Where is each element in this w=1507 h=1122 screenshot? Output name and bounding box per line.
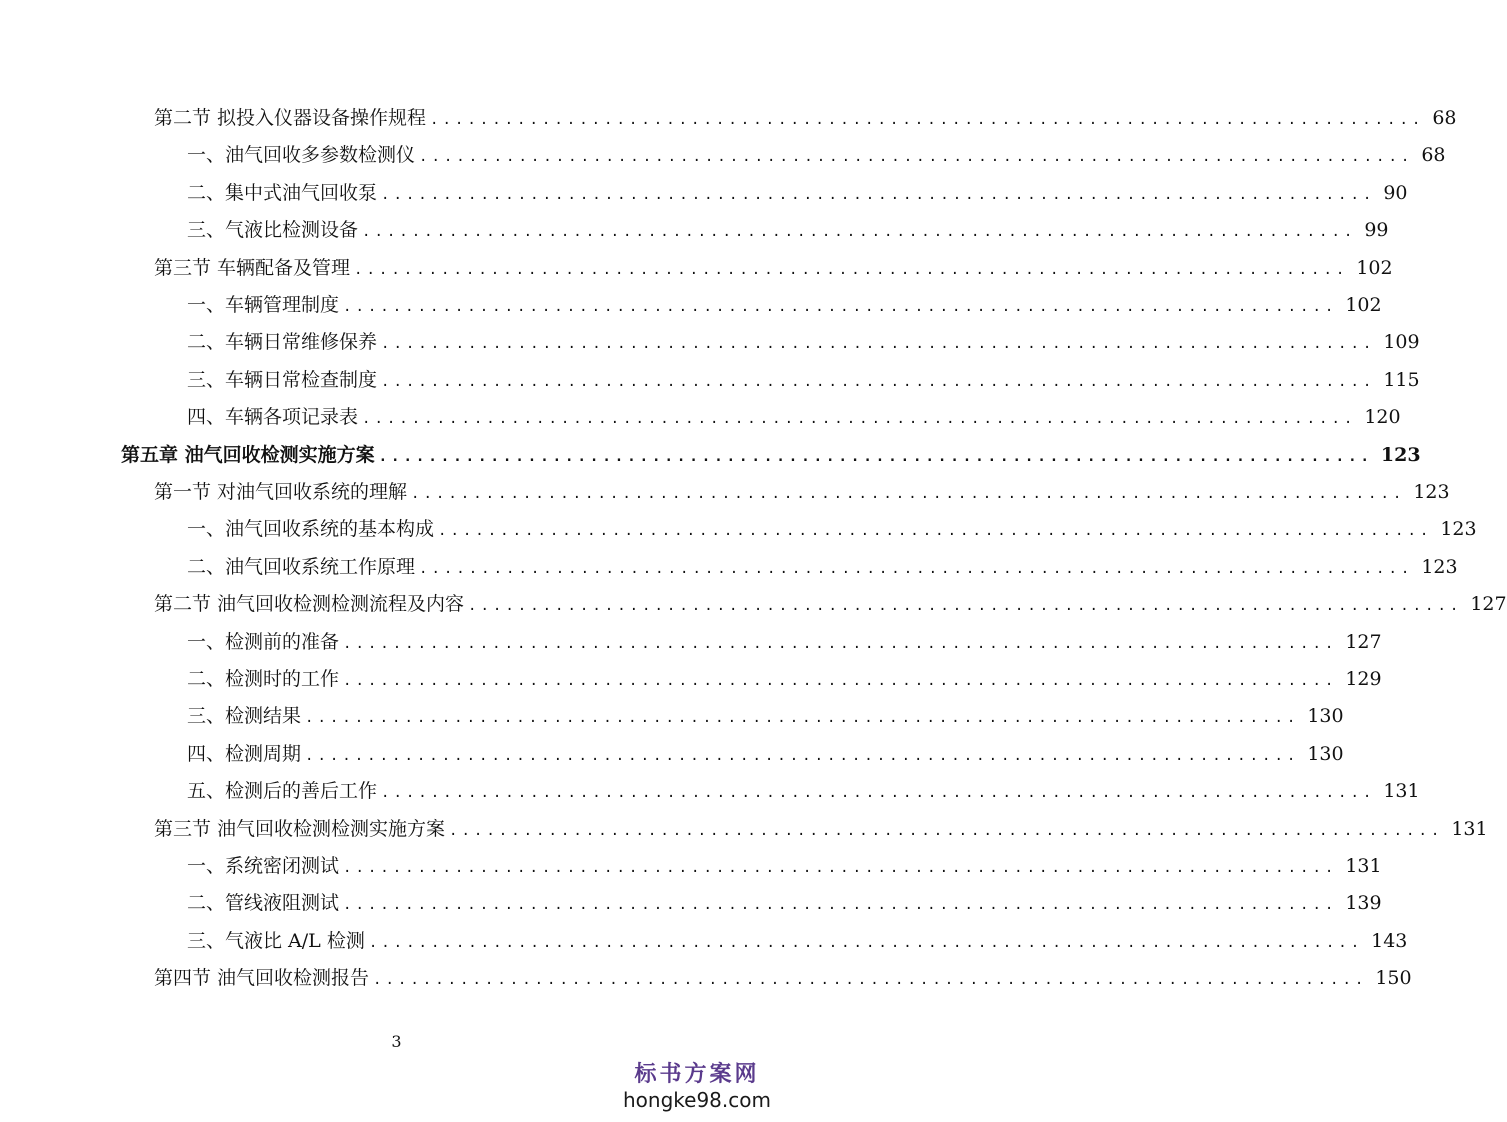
toc-dot-leader: ................................................................................: [468, 598, 1463, 615]
toc-entry: [187, 291, 1382, 319]
toc-entry: [187, 179, 1408, 207]
toc-entry: [154, 590, 1507, 618]
toc-dot-leader: ................................................................................: [419, 149, 1414, 166]
toc-entry-title: 第三节 油气回收检测检测实施方案: [154, 817, 446, 840]
toc-dot-leader: ................................................................................: [305, 747, 1300, 764]
toc-entry-title: 第二节 油气回收检测检测流程及内容: [154, 593, 465, 616]
toc-entry-page: 102: [1345, 294, 1382, 316]
toc-dot-leader: ................................................................................: [381, 373, 1376, 390]
toc-dot-leader: ................................................................................: [343, 897, 1338, 914]
toc-dot-leader: ................................................................................: [449, 822, 1444, 839]
toc-entry: [154, 254, 1393, 282]
toc-entry: [187, 141, 1446, 169]
toc-entry: [154, 104, 1457, 132]
toc-dot-leader: ................................................................................: [430, 112, 1425, 128]
toc-entry-title: 三、气液比检测设备: [187, 219, 359, 242]
toc-entry-title: 一、油气回收多参数检测仪: [187, 144, 416, 167]
toc-entry-page: 131: [1345, 855, 1382, 877]
toc-entry: [187, 628, 1382, 656]
toc-entry-page: 130: [1307, 742, 1344, 765]
toc-entry-title: 三、车辆日常检查制度: [187, 368, 378, 391]
toc-entry: [187, 328, 1420, 356]
toc-entry-title: 三、检测结果: [187, 705, 302, 728]
toc-entry-page: 127: [1470, 593, 1507, 616]
toc-entry-page: 150: [1375, 967, 1412, 990]
toc-entry-title: 第四节 油气回收检测报告: [154, 967, 370, 990]
toc-entry: [121, 441, 1421, 469]
toc-entry-title: 第五章 油气回收检测实施方案: [121, 443, 375, 466]
toc-dot-leader: ................................................................................: [362, 411, 1357, 428]
toc-entry-title: 一、车辆管理制度: [187, 294, 340, 316]
toc-entry-page: 99: [1364, 219, 1389, 242]
toc-entry: [187, 889, 1382, 917]
toc-entry-title: 三、气液比 A/L 检测: [187, 929, 365, 952]
toc-entry-title: 第一节 对油气回收系统的理解: [154, 481, 408, 503]
toc-entry-page: 123: [1440, 518, 1477, 541]
toc-dot-leader: ................................................................................: [381, 785, 1376, 802]
toc-entry-page: 120: [1364, 406, 1401, 429]
toc-entry-title: 四、车辆各项记录表: [187, 406, 359, 429]
toc-entry-page: 123: [1380, 443, 1421, 466]
toc-dot-leader: ................................................................................: [373, 972, 1368, 989]
toc-dot-leader: ................................................................................: [343, 860, 1338, 876]
toc-dot-leader: ................................................................................: [381, 186, 1376, 203]
toc-entry-page: 123: [1421, 555, 1458, 578]
toc-entry-page: 131: [1451, 817, 1488, 840]
toc-entry-title: 一、油气回收系统的基本构成: [187, 518, 435, 541]
toc-entry: [187, 515, 1477, 543]
toc-entry-title: 一、系统密闭测试: [187, 855, 340, 877]
toc-dot-leader: ................................................................................: [343, 673, 1338, 689]
toc-entry-title: 一、检测前的准备: [187, 630, 340, 653]
toc-entry: [154, 815, 1488, 843]
toc-entry: [187, 553, 1458, 581]
toc-entry: [187, 702, 1344, 730]
toc-entry: [187, 403, 1401, 431]
toc-dot-leader: ................................................................................: [305, 710, 1300, 727]
toc-entry: [187, 852, 1382, 880]
toc-dot-leader: ................................................................................: [419, 560, 1414, 577]
toc-entry: [154, 478, 1450, 506]
toc-dot-leader: ................................................................................: [438, 523, 1433, 540]
toc-entry-page: 130: [1307, 705, 1344, 728]
toc-dot-leader: ................................................................................: [381, 336, 1376, 353]
toc-entry-page: 131: [1383, 780, 1420, 803]
toc-entry-page: 127: [1345, 630, 1382, 653]
toc-entry: [187, 777, 1420, 805]
page-number: 3: [391, 1032, 402, 1051]
toc-dot-leader: ................................................................................: [378, 448, 1373, 465]
toc-entry-title: 第二节 拟投入仪器设备操作规程: [154, 107, 427, 129]
toc-dot-leader: ................................................................................: [362, 224, 1357, 241]
toc-dot-leader: ................................................................................: [411, 486, 1406, 502]
toc-entry: [154, 964, 1412, 992]
toc-dot-leader: ................................................................................: [354, 261, 1349, 278]
toc-entry-title: 二、管线液阻测试: [187, 892, 340, 915]
toc-dot-leader: ................................................................................: [343, 299, 1338, 315]
toc-entry-title: 二、集中式油气回收泵: [187, 181, 378, 204]
toc-entry-page: 109: [1383, 331, 1420, 354]
toc-entry-page: 143: [1371, 929, 1408, 952]
toc-dot-leader: ................................................................................: [368, 934, 1364, 951]
toc-entry-title: 四、检测周期: [187, 742, 302, 765]
toc-entry: [187, 366, 1420, 394]
toc-entry-page: 123: [1413, 481, 1450, 503]
toc-entry-title: 二、油气回收系统工作原理: [187, 555, 416, 578]
toc-entry: [187, 665, 1382, 693]
toc-entry-page: 129: [1345, 668, 1382, 690]
toc-entry-page: 115: [1383, 368, 1420, 391]
toc-entry: [187, 216, 1389, 244]
toc-dot-leader: ................................................................................: [343, 635, 1338, 652]
toc-entry-page: 139: [1345, 892, 1382, 915]
toc-entry-title: 二、车辆日常维修保养: [187, 331, 378, 354]
toc-entry-title: 第三节 车辆配备及管理: [154, 256, 351, 279]
watermark-logo: [617, 1060, 777, 1112]
toc-entry: [187, 927, 1408, 955]
toc-entry-page: 102: [1356, 256, 1393, 279]
toc-entry-page: 68: [1432, 107, 1457, 129]
toc-entry-title: 五、检测后的善后工作: [187, 780, 378, 803]
toc-entry: [187, 740, 1344, 768]
toc-entry-title: 二、检测时的工作: [187, 668, 340, 690]
watermark-url: hongke98.com: [623, 1088, 771, 1112]
watermark-site-name: 标书方案网: [634, 1061, 760, 1087]
toc-entry-page: 68: [1421, 144, 1446, 167]
toc-entry-page: 90: [1383, 181, 1408, 204]
